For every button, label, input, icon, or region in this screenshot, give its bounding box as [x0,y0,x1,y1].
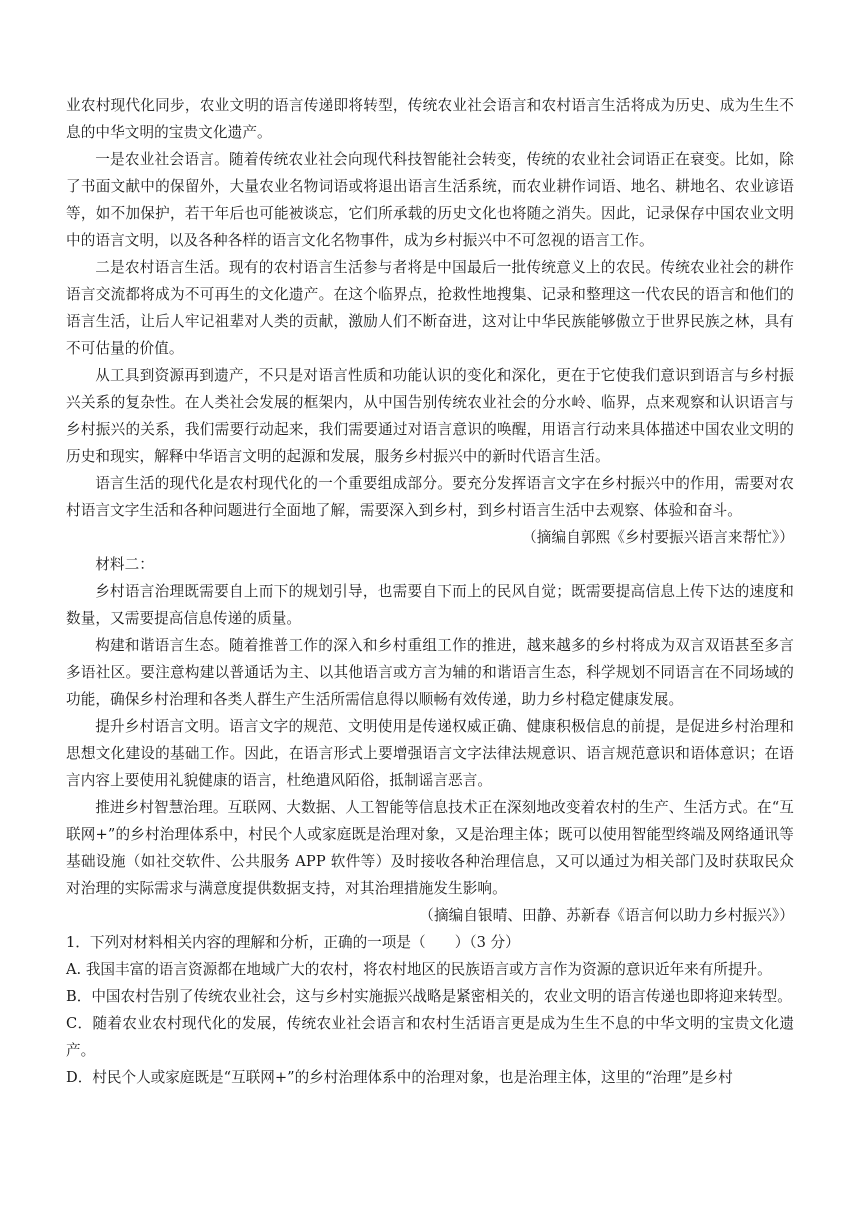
paragraph-governance-intro: 乡村语言治理既需要自上而下的规划引导，也需要自下而上的民风自觉；既需要提高信息上传下达的速度和数量，又需要提高信息传递的质量。 [66,583,794,627]
paragraph-language-civility: 提升乡村语言文明。语言文字的规范、文明使用是传递权威正确、健康积极信息的前提，是促进乡村治理和思想文化建设的基础工作。因此，在语言形式上要增强语言文字法律法规意识、语言规范意识和语体意识；在语言内容上要使用礼貌健康的语言，杜绝遣风陌俗，抵制谣言恶言。 [66,718,794,789]
question-1-stem: 1．下列对材料相关内容的理解和分析，正确的一项是（ ）（3 分） [66,934,520,951]
material2-heading: 材料二： [95,556,154,573]
paragraph-modernization: 语言生活的现代化是农村现代化的一个重要组成部分。要充分发挥语言文字在乡村振兴中的作用，需要对农村语言文字生活和各种问题进行全面地了解，需要深入到乡村，到乡村语言生活中去观察、体验和奋斗。 [66,475,794,519]
paragraph-rural-language-life: 二是农村语言生活。现有的农村语言生活参与者将是中国最后一批传统意义上的农民。传统农业社会的耕作语言交流都将成为不可再生的文化遗产。在这个临界点，抢救性地搜集、记录和整理这一代农民的语言和他们的语言生活，让后人牢记祖辈对人类的贡献，激励人们不断奋进，这对让中华民族能够傲立于世界民族之林，具有不可估量的价值。 [66,259,794,357]
paragraph-continuation: 业农村现代化同步，农业文明的语言传递即将转型，传统农业社会语言和农村语言生活将成为历史、成为生生不息的中华文明的宝贵文化遗产。 [66,97,794,141]
paragraph-tool-to-heritage: 从工具到资源再到遗产，不只是对语言性质和功能认识的变化和深化，更在于它使我们意识到语言与乡村振兴关系的复杂性。在人类社会发展的框架内，从中国告别传统农业社会的分水岭、临界，点来观察和认识语言与乡村振兴的关系，我们需要行动起来，我们需要通过对语言意识的唤醒，用语言行动来具体描述中国农业文明的历史和现实，解释中华语言文明的起源和发展，服务乡村振兴中的新时代语言生活。 [66,367,794,465]
paragraph-smart-governance: 推进乡村智慧治理。互联网、大数据、人工智能等信息技术正在深刻地改变着农村的生产、生活方式。在“互联网+”的乡村治理体系中，村民个人或家庭既是治理对象，又是治理主体；既可以使用智能型终端及网络通讯等基础设施（如社交软件、公共服务 APP 软件等）及时接收各种治理信息，又可以通过为相关部门及时获取民众对治理的实际需求与满意度提供数据支持，对其治理措施发生影响。 [66,799,794,897]
question-1-option-d: D．村民个人或家庭既是“互联网+”的乡村治理体系中的治理对象，也是治理主体，这里的“治理”是乡村 [66,1069,733,1086]
material1-source: （摘编自郭熙《乡村要振兴语言来帮忙》） [522,529,794,546]
question-1-option-a: A. 我国丰富的语言资源都在地域广大的农村，将农村地区的民族语言或方言作为资源的意识近年来有所提升。 [66,961,772,978]
question-1-option-b: B．中国农村告别了传统农业社会，这与乡村实施振兴战略是紧密相关的，农业文明的语言传递也即将迎来转型。 [66,988,792,1005]
paragraph-language-ecology: 构建和谐语言生态。随着推普工作的深入和乡村重组工作的推进，越来越多的乡村将成为双言双语甚至多言多语社区。要注意构建以普通话为主、以其他语言或方言为辅的和谐语言生态，科学规划不同语言在不同场域的功能，确保乡村治理和各类人群生产生活所需信息得以顺畅有效传递，助力乡村稳定健康发展。 [66,637,794,708]
material2-source: （摘编自银晴、田静、苏新春《语言何以助力乡村振兴》） [419,907,794,924]
question-1-option-c: C．随着农业农村现代化的发展，传统农业社会语言和农村生活语言更是成为生生不息的中华文明的宝贵文化遗产。 [66,1015,794,1059]
paragraph-agricultural-language: 一是农业社会语言。随着传统农业社会向现代科技智能社会转变，传统的农业社会词语正在衰变。比如，除了书面文献中的保留外，大量农业名物词语或将退出语言生活系统，而农业耕作词语、地名、耕地名、农业谚语等，如不加保护，若干年后也可能被谈忘，它们所承载的历史文化也将随之消失。因此，记录保存中国农业文明中的语言文明，以及各种各样的语言文化名物事件，成为乡村振兴中不可忽视的语言工作。 [66,151,794,249]
